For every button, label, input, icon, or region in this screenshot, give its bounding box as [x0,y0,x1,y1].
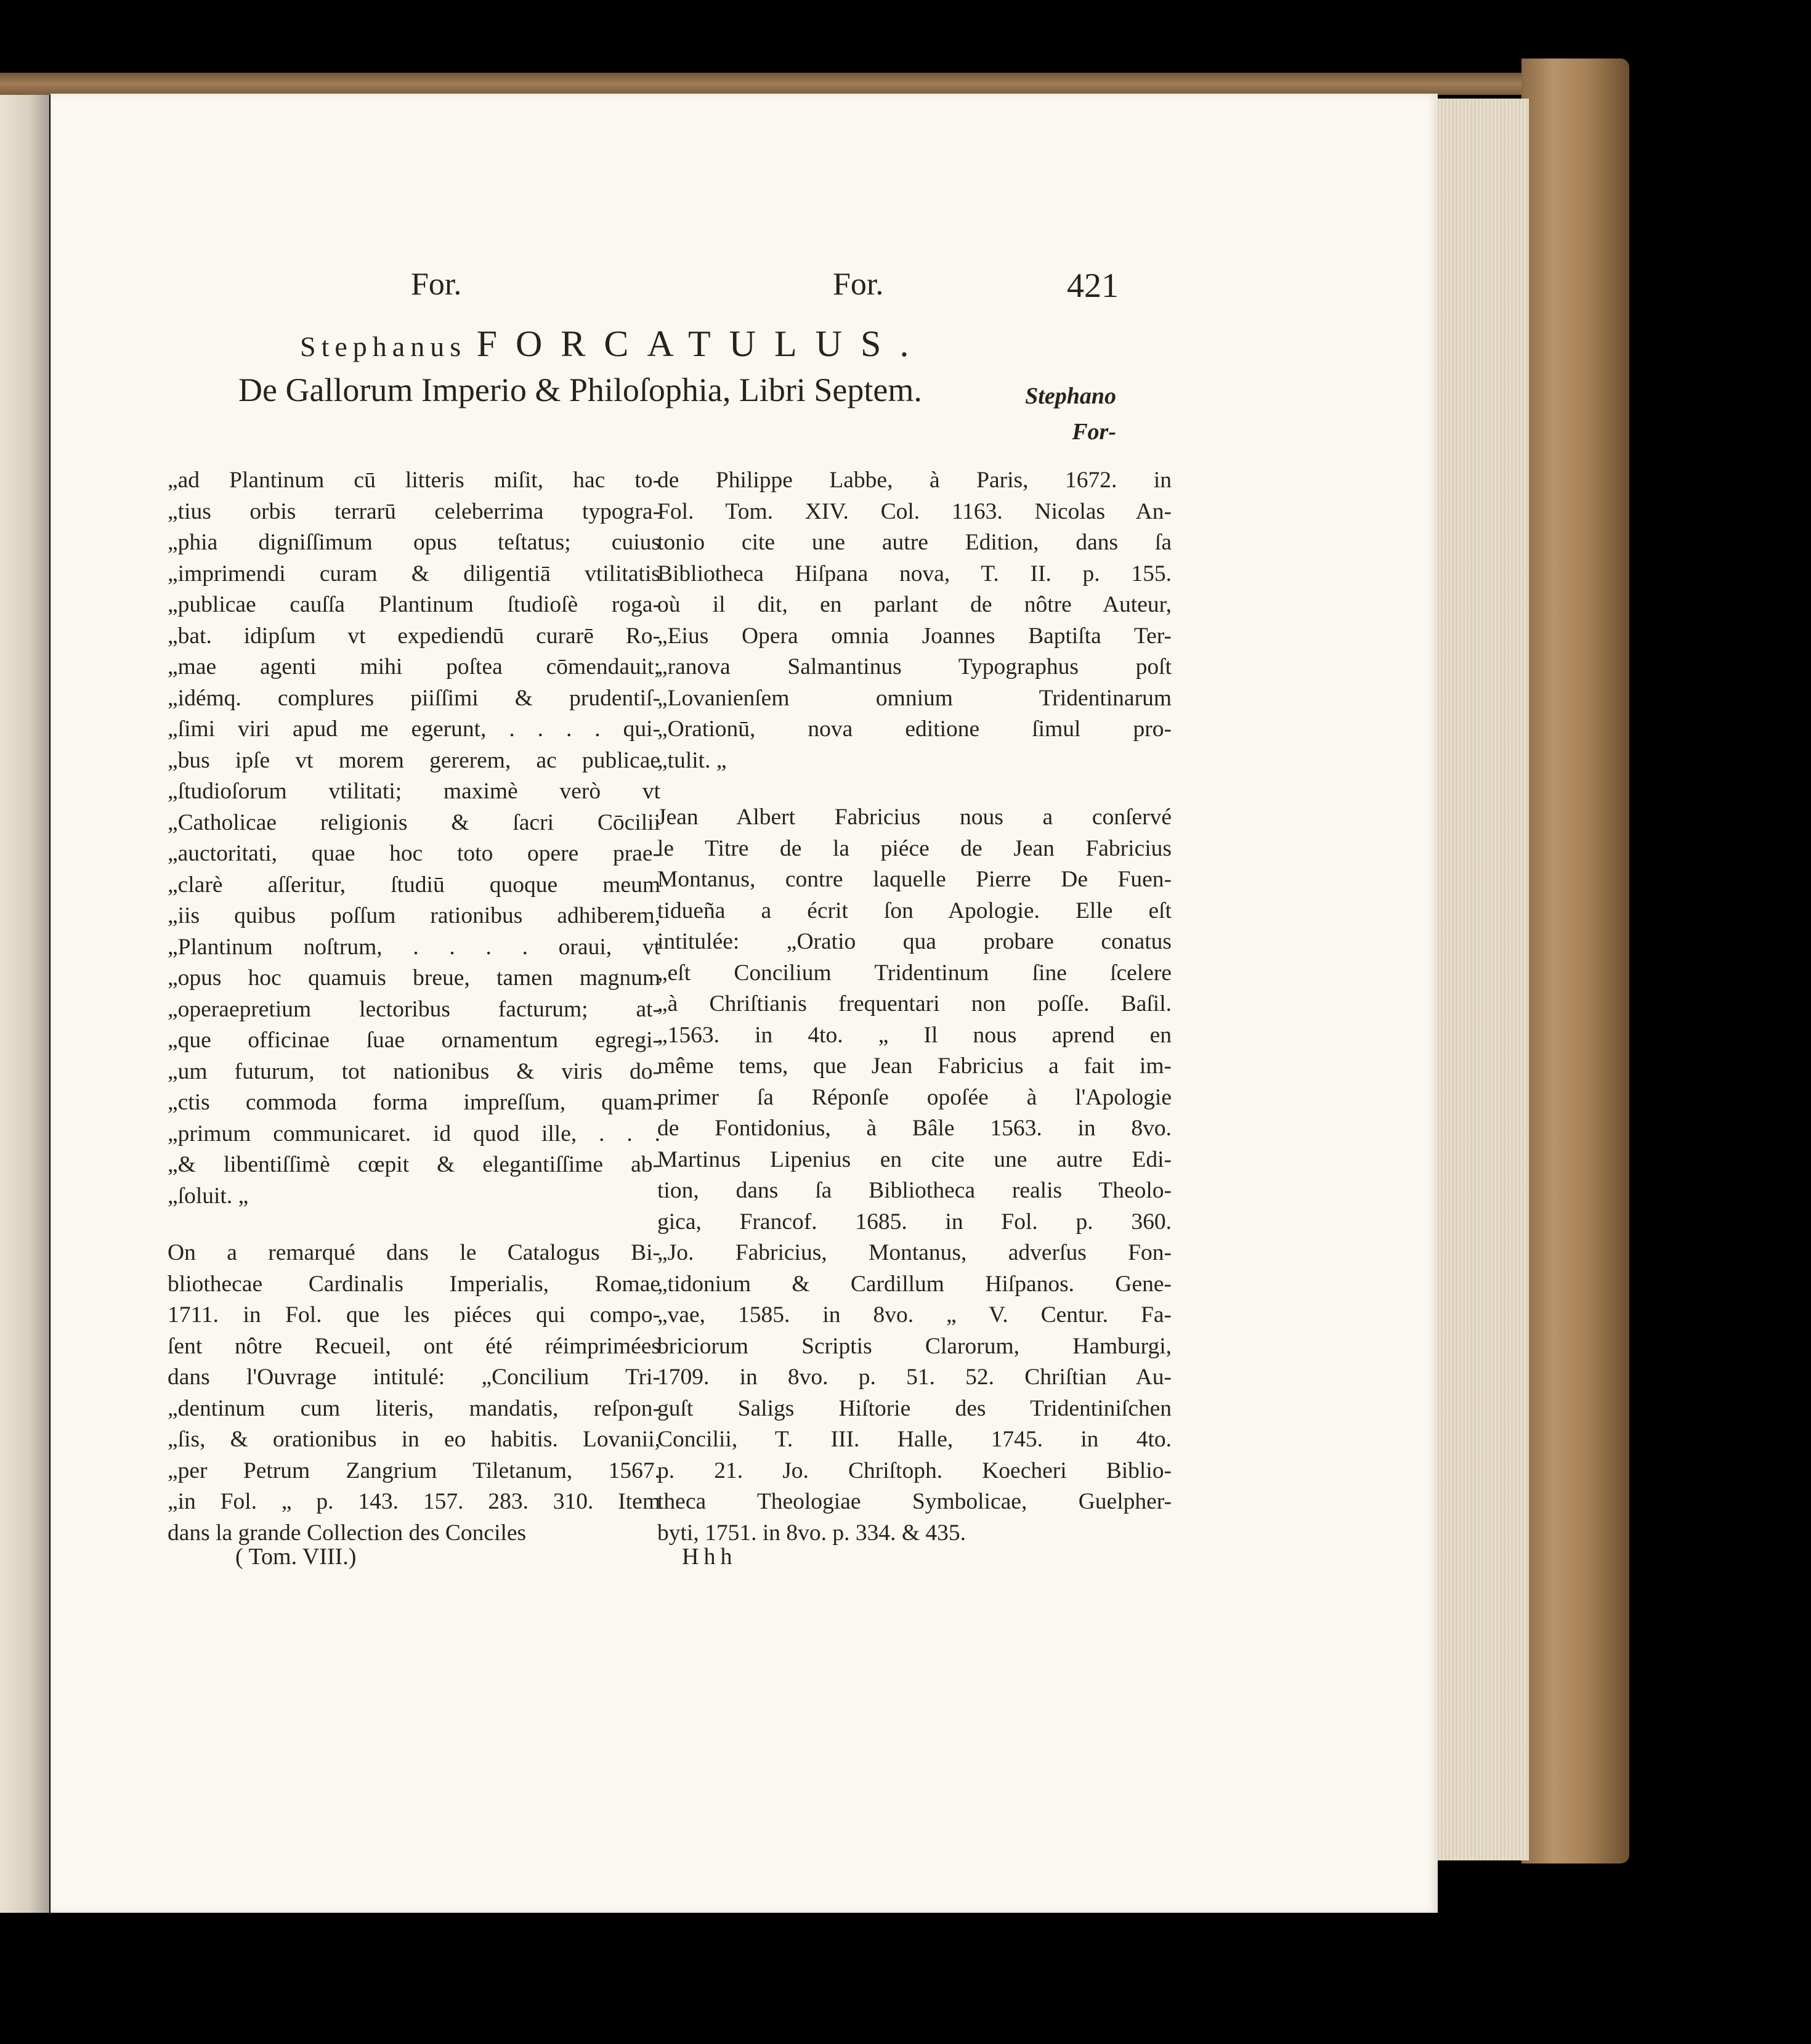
text-line: „dentinum cum literis, mandatis, reſpon- [168,1395,660,1421]
author-first-name: Stephanus [300,331,467,362]
book-binding-top [0,73,1614,95]
paragraph-gap [657,776,1172,802]
text-line: „vae, 1585. in 8vo. „ V. Centur. Fa- [657,1302,1172,1328]
text-line: „ad Plantinum cū litteris miſit, hac to- [168,468,660,493]
text-line: 1711. in Fol. que les piéces qui compo- [168,1302,660,1328]
text-line: tonio cite une autre Edition, dans ſa [657,530,1172,555]
text-line: „operaepretium lectoribus facturum; at- [168,996,660,1022]
text-line: „imprimendi curam & diligentiā vtilitatis [168,561,660,586]
marginal-line: For- [1072,419,1116,445]
running-head-center: For. [833,267,884,302]
page-stack-edges [1435,99,1529,1860]
text-line: de Philippe Labbe, à Paris, 1672. in [657,468,1172,493]
text-line: byti, 1751. in 8vo. p. 334. & 435. [657,1520,966,1546]
text-line: „bat. idipſum vt expediendū curarē Ro- [168,623,660,649]
text-line: „mae agenti mihi poſtea cōmendauit; [168,654,660,679]
text-line: dans la grande Collection des Conciles [168,1520,527,1546]
text-line: guſt Saligs Hiſtorie des Tridentiniſchen [657,1395,1172,1421]
paragraph-gap [168,1212,660,1238]
text-line: „Catholicae religionis & ſacri Cōcilii [168,809,660,835]
text-line: „tius orbis terrarū celeberrima typogra- [168,498,660,524]
book-cover-edge [1521,59,1629,1864]
text-line: „Jo. Fabricius, Montanus, adverſus Fon- [657,1240,1172,1265]
text-line: „Lovanienſem omnium Tridentinarum [657,685,1172,711]
page-number: 421 [1067,267,1119,305]
text-line: „1563. in 4to. „ Il nous aprend en [657,1022,1172,1048]
text-line: „clarè aſſeritur, ſtudiū quoque meum [168,872,660,898]
text-line: „Plantinum noſtrum, . . . . oraui, vt [168,934,660,960]
text-line: „& libentiſſimè cœpit & elegantiſſime ab- [168,1152,660,1177]
text-line: „publicae cauſſa Plantinum ſtudioſè roga- [168,592,660,617]
text-line: „ſis, & orationibus in eo habitis. Lovanii, [168,1427,660,1452]
text-line: „tidonium & Cardillum Hiſpanos. Gene- [657,1271,1172,1297]
text-line: „ſtudioſorum vtilitati; maximè verò vt [168,779,660,804]
facing-page-edge [0,92,49,1913]
text-line: gica, Francof. 1685. in Fol. p. 360. [657,1209,1172,1235]
text-line: même tems, que Jean Fabricius a fait im- [657,1053,1172,1079]
marginal-note [1015,378,1116,450]
text-line: „ranova Salmantinus Typographus poſt [657,654,1172,679]
text-line: „opus hoc quamuis breue, tamen magnum [168,965,660,991]
text-line: „que officinae ſuae ornamentum egregi- [168,1028,660,1053]
text-line: „Eius Opera omnia Joannes Baptiſta Ter- [657,623,1172,649]
text-line: „Orationū, nova editione ſimul pro- [657,716,1172,742]
author-last-name: FORCATULUS. [476,323,928,364]
text-line: „um futurum, tot nationibus & viris do- [168,1058,660,1084]
text-line: Concilii, T. III. Halle, 1745. in 4to. [657,1427,1172,1452]
text-line: „per Petrum Zangrium Tiletanum, 1567. [168,1458,660,1483]
text-line: tion, dans ſa Bibliotheca realis Theolo- [657,1178,1172,1203]
text-line: „iis quibus poſſum rationibus adhiberem, [168,903,660,928]
text-line: „in Fol. „ p. 143. 157. 283. 310. Item [168,1489,660,1514]
text-line: bliothecae Cardinalis Imperialis, Romae [168,1271,660,1297]
entry-author [300,323,927,365]
text-line: „à Chriſtianis frequentari non poſſe. Baſil. [657,991,1172,1016]
running-head-left: For. [411,267,462,302]
text-line: „auctoritati, quae hoc toto opere prae- [168,841,660,866]
text-line: „idémq. complures piiſſimi & prudentiſ- [168,685,660,711]
text-line: de Fontidonius, à Bâle 1563. in 8vo. [657,1116,1172,1141]
text-line: „phia digniſſimum opus teſtatus; cuius [168,530,660,555]
left-text-column [168,465,660,1549]
text-line: „bus ipſe vt morem gererem, ac publicae [168,747,660,773]
text-line: dans l'Ouvrage intitulé: „Concilium Tri- [168,1365,660,1390]
text-line: theca Theologiae Symbolicae, Guelpher- [657,1489,1172,1514]
text-line: Montanus, contre laquelle Pierre De Fuen- [657,867,1172,892]
text-line: primer ſa Réponſe opoſée à l'Apologie [657,1084,1172,1110]
text-line: Fol. Tom. XIV. Col. 1163. Nicolas An- [657,498,1172,524]
marginal-line: Stephano [1025,383,1116,409]
text-line: „eſt Concilium Tridentinum ſine ſcelere [657,960,1172,986]
text-line: Jean Albert Fabricius nous a conſervé [657,805,1172,830]
text-line: „primum communicaret. id quod ille, . . . [168,1121,660,1146]
text-line: 1709. in 8vo. p. 51. 52. Chriſtian Au- [657,1365,1172,1390]
signature-mark: Hhh [682,1544,737,1570]
right-text-column [657,465,1172,1549]
text-line: p. 21. Jo. Chriſtoph. Koecheri Biblio- [657,1458,1172,1483]
text-line: „ſoluit. „ [168,1183,249,1209]
text-line: „ctis commoda forma impreſſum, quam- [168,1090,660,1115]
text-line: briciorum Scriptis Clarorum, Hamburgi, [657,1333,1172,1359]
text-line: On a remarqué dans le Catalogus Bi- [168,1240,660,1265]
text-line: „tulit. „ [657,747,727,773]
text-line: intitulée: „Oratio qua probare conatus [657,929,1172,954]
text-line: „ſimi viri apud me egerunt, . . . . qui- [168,716,660,742]
work-title: De Gallorum Imperio & Philoſophia, Libri Septem. [238,371,922,408]
text-line: Bibliotheca Hiſpana nova, T. II. p. 155. [657,561,1172,586]
text-line: ſent nôtre Recueil, ont été réimprimées [168,1333,660,1359]
catchword: ( Tom. VIII.) [235,1544,357,1570]
text-line: Martinus Lipenius en cite une autre Edi- [657,1146,1172,1172]
book-page [51,94,1438,1913]
text-line: le Titre de la piéce de Jean Fabricius [657,835,1172,861]
text-line: tidueña a écrit ſon Apologie. Elle eſt [657,898,1172,923]
text-line: où il dit, en parlant de nôtre Auteur, [657,592,1172,617]
